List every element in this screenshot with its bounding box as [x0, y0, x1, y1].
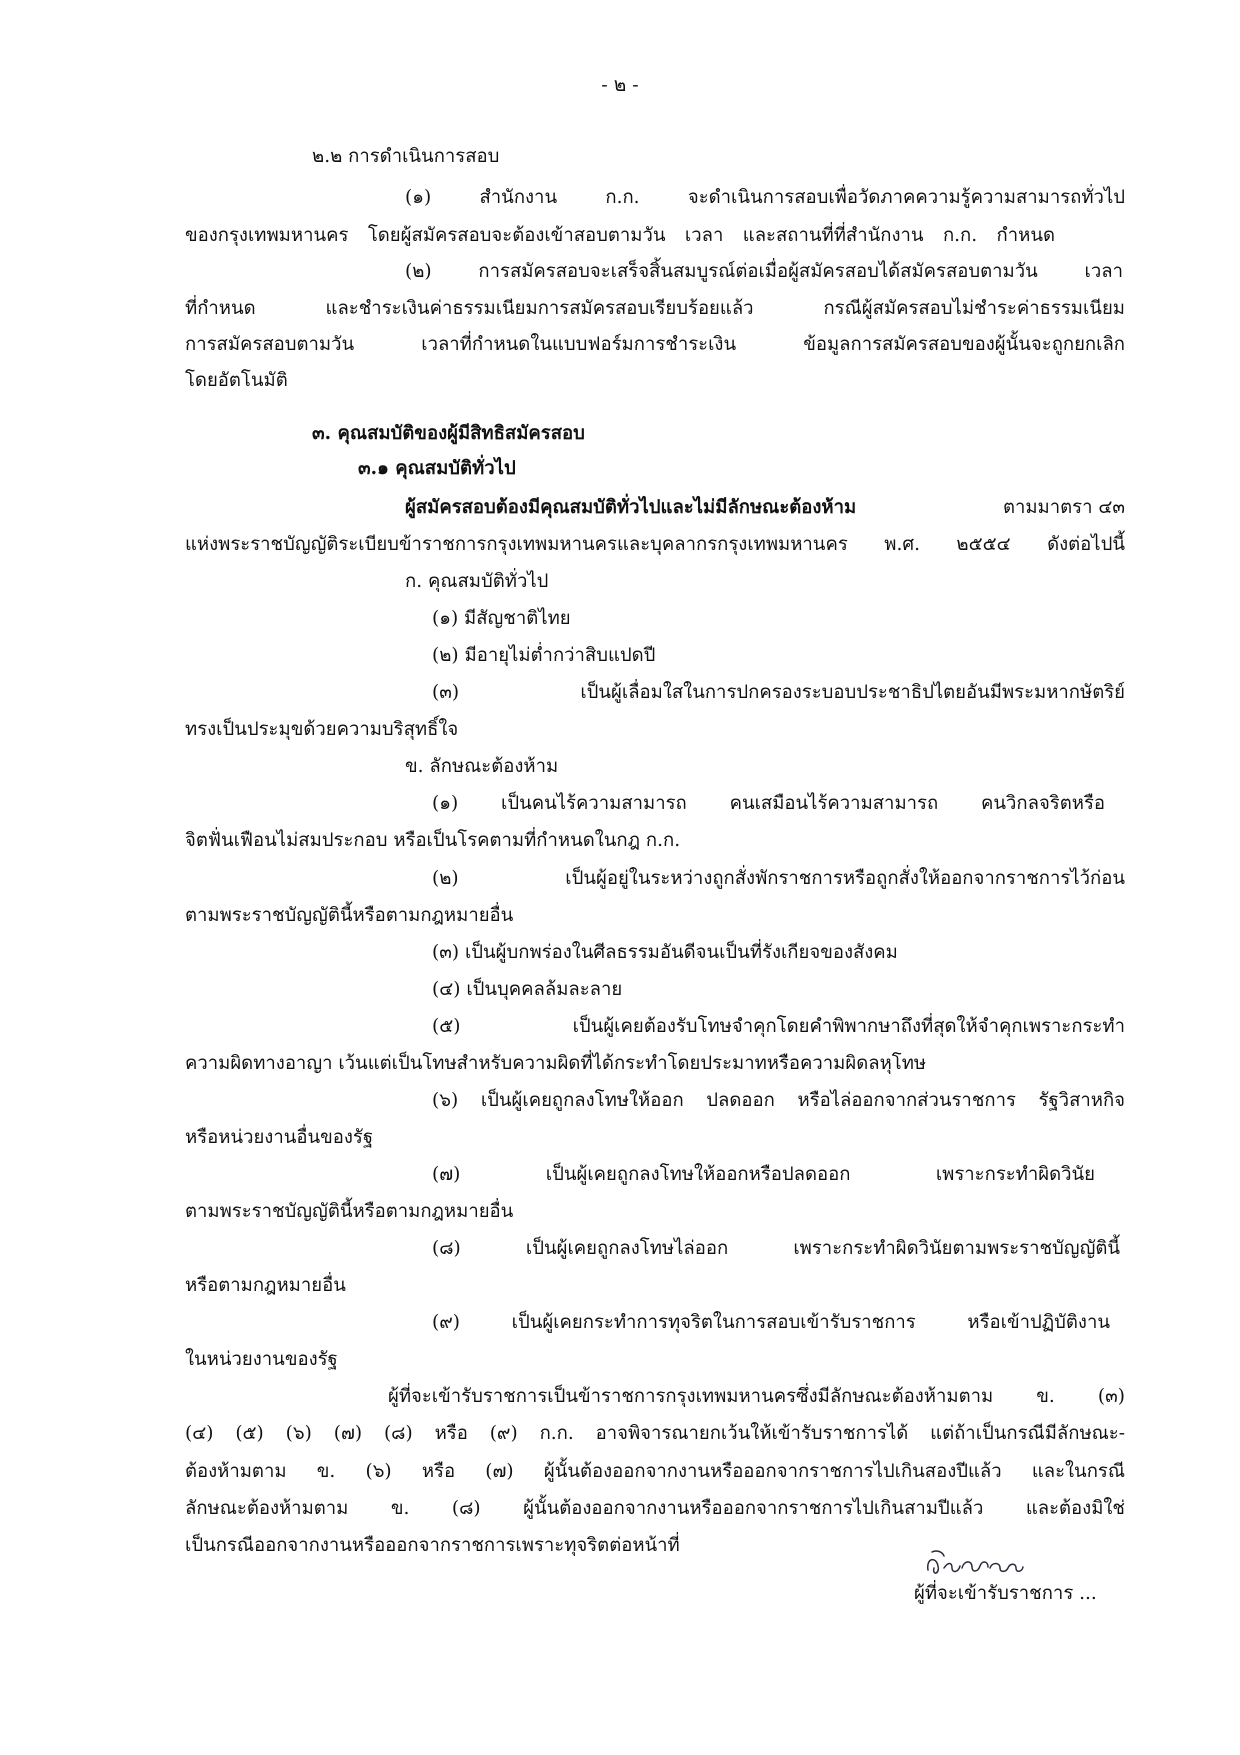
- handwritten-initials: [922, 1548, 1027, 1582]
- section-2-2-item-2-line-1: (๒) การสมัครสอบจะเสร็จสิ้นสมบูรณ์ต่อเมื่อผู้สมัครสอบได้สมัครสอบตามวัน เวลา: [405, 261, 1123, 282]
- prohibited-line-1: (๑) เป็นคนไร้ความสามารถ คนเสมือนไร้ความสามารถ คนวิกลจริตหรือ: [432, 793, 1105, 814]
- general-item-1: (๑) มีสัญชาติไทย: [432, 608, 571, 629]
- prohibited-line-6: (๔) เป็นบุคคลล้มละลาย: [432, 979, 623, 1000]
- prohibited-line-10: หรือหน่วยงานอื่นของรัฐ: [185, 1127, 374, 1148]
- exception-line-2: (๔) (๕) (๖) (๗) (๘) หรือ (๙) ก.ก. อาจพิจารณายกเว้นให้เข้ารับราชการได้ แต่ถ้าเป็นกรณีมีลักษณะ-: [185, 1423, 1125, 1444]
- prohibited-line-15: (๙) เป็นผู้เคยกระทำการทุจริตในการสอบเข้ารับราชการ หรือเข้าปฏิบัติงาน: [432, 1312, 1110, 1333]
- prohibited-line-4: ตามพระราชบัญญัตินี้หรือตามกฎหมายอื่น: [185, 905, 514, 926]
- exception-line-5: เป็นกรณีออกจากงานหรือออกจากราชการเพราะทุจริตต่อหน้าที่: [185, 1535, 680, 1556]
- section-2-2-item-1-line-2: ของกรุงเทพมหานคร โดยผู้สมัครสอบจะต้องเข้าสอบตามวัน เวลา และสถานที่ที่สำนักงาน ก.ก. กำหนด: [185, 225, 1055, 246]
- prohibited-heading: ข. ลักษณะต้องห้าม: [405, 756, 559, 777]
- prohibited-line-12: ตามพระราชบัญญัตินี้หรือตามกฎหมายอื่น: [185, 1201, 514, 1222]
- prohibited-line-13: (๘) เป็นผู้เคยถูกลงโทษไล่ออก เพราะกระทำผิดวินัยตามพระราชบัญญัตินี้: [432, 1238, 1120, 1259]
- section-3-1-intro-line-1: [405, 499, 1125, 518]
- section-2-2-item-2-line-2: ที่กำหนด และชำระเงินค่าธรรมเนียมการสมัครสอบเรียบร้อยแล้ว กรณีผู้สมัครสอบไม่ชำระค่าธรรมเนียม: [185, 298, 1125, 319]
- general-item-3-line-2: ทรงเป็นประมุขด้วยความบริสุทธิ์ใจ: [185, 719, 459, 740]
- general-item-2: (๒) มีอายุไม่ต่ำกว่าสิบแปดปี: [432, 645, 656, 666]
- section-2-2-item-2-line-4: โดยอัตโนมัติ: [185, 370, 288, 391]
- section-2-2-item-1-line-1: (๑) สำนักงาน ก.ก. จะดำเนินการสอบเพื่อวัดภาคความรู้ความสามารถทั่วไป: [405, 187, 1125, 208]
- prohibited-line-11: (๗) เป็นผู้เคยถูกลงโทษให้ออกหรือปลดออก เพราะกระทำผิดวินัย: [432, 1164, 1095, 1185]
- section-2-2-item-2-line-3: การสมัครสอบตามวัน เวลาที่กำหนดในแบบฟอร์มการชำระเงิน ข้อมูลการสมัครสอบของผู้นั้นจะถูกยกเลิก: [185, 334, 1125, 355]
- general-heading: ก. คุณสมบัติทั่วไป: [405, 571, 549, 592]
- page-number: - ๒ -: [601, 74, 639, 96]
- prohibited-line-2: จิตฟั่นเฟือนไม่สมประกอบ หรือเป็นโรคตามที่กำหนดในกฎ ก.ก.: [185, 830, 681, 851]
- section-2-2-title: ๒.๒ การดำเนินการสอบ: [312, 146, 500, 167]
- section-3-title: ๓. คุณสมบัติของผู้มีสิทธิสมัครสอบ: [312, 423, 585, 444]
- exception-line-4: ลักษณะต้องห้ามตาม ข. (๘) ผู้นั้นต้องออกจากงานหรือออกจากราชการไปเกินสามปีแล้ว และต้องมิใช่: [185, 1498, 1125, 1519]
- section-3-1-intro-line-2: แห่งพระราชบัญญัติระเบียบข้าราชการกรุงเทพมหานครและบุคลากรกรุงเทพมหานคร พ.ศ. ๒๕๕๔ ดังต่อไปนี้: [185, 534, 1125, 555]
- section-3-1-title: ๓.๑ คุณสมบัติทั่วไป: [358, 458, 516, 479]
- prohibited-line-7: (๕) เป็นผู้เคยต้องรับโทษจำคุกโดยคำพิพากษาถึงที่สุดให้จำคุกเพราะกระทำ: [432, 1016, 1125, 1037]
- prohibited-line-9: (๖) เป็นผู้เคยถูกลงโทษให้ออก ปลดออก หรือไล่ออกจากส่วนราชการ รัฐวิสาหกิจ: [432, 1090, 1125, 1111]
- general-item-3-line-1: (๓) เป็นผู้เลื่อมใสในการปกครองระบอบประชาธิปไตยอันมีพระมหากษัตริย์: [432, 682, 1125, 703]
- exception-line-1: ผู้ที่จะเข้ารับราชการเป็นข้าราชการกรุงเทพมหานครซึ่งมีลักษณะต้องห้ามตาม ข. (๓): [388, 1386, 1125, 1407]
- continuation-text: ผู้ที่จะเข้ารับราชการ ...: [914, 1583, 1097, 1604]
- prohibited-line-16: ในหน่วยงานของรัฐ: [185, 1349, 338, 1370]
- intro-rest-text: ตามมาตรา ๔๓: [1002, 497, 1125, 518]
- prohibited-line-14: หรือตามกฎหมายอื่น: [185, 1275, 346, 1296]
- prohibited-line-3: (๒) เป็นผู้อยู่ในระหว่างถูกสั่งพักราชการหรือถูกสั่งให้ออกจากราชการไว้ก่อน: [432, 868, 1125, 889]
- exception-line-3: ต้องห้ามตาม ข. (๖) หรือ (๗) ผู้นั้นต้องออกจากงานหรือออกจากราชการไปเกินสองปีแล้ว และในกรณี: [185, 1461, 1125, 1482]
- prohibited-line-5: (๓) เป็นผู้บกพร่องในศีลธรรมอันดีจนเป็นที่รังเกียจของสังคม: [432, 942, 898, 963]
- prohibited-line-8: ความผิดทางอาญา เว้นแต่เป็นโทษสำหรับความผิดที่ได้กระทำโดยประมาทหรือความผิดลหุโทษ: [185, 1053, 927, 1074]
- intro-bold-text: ผู้สมัครสอบต้องมีคุณสมบัติทั่วไปและไม่มีลักษณะต้องห้าม: [405, 497, 857, 518]
